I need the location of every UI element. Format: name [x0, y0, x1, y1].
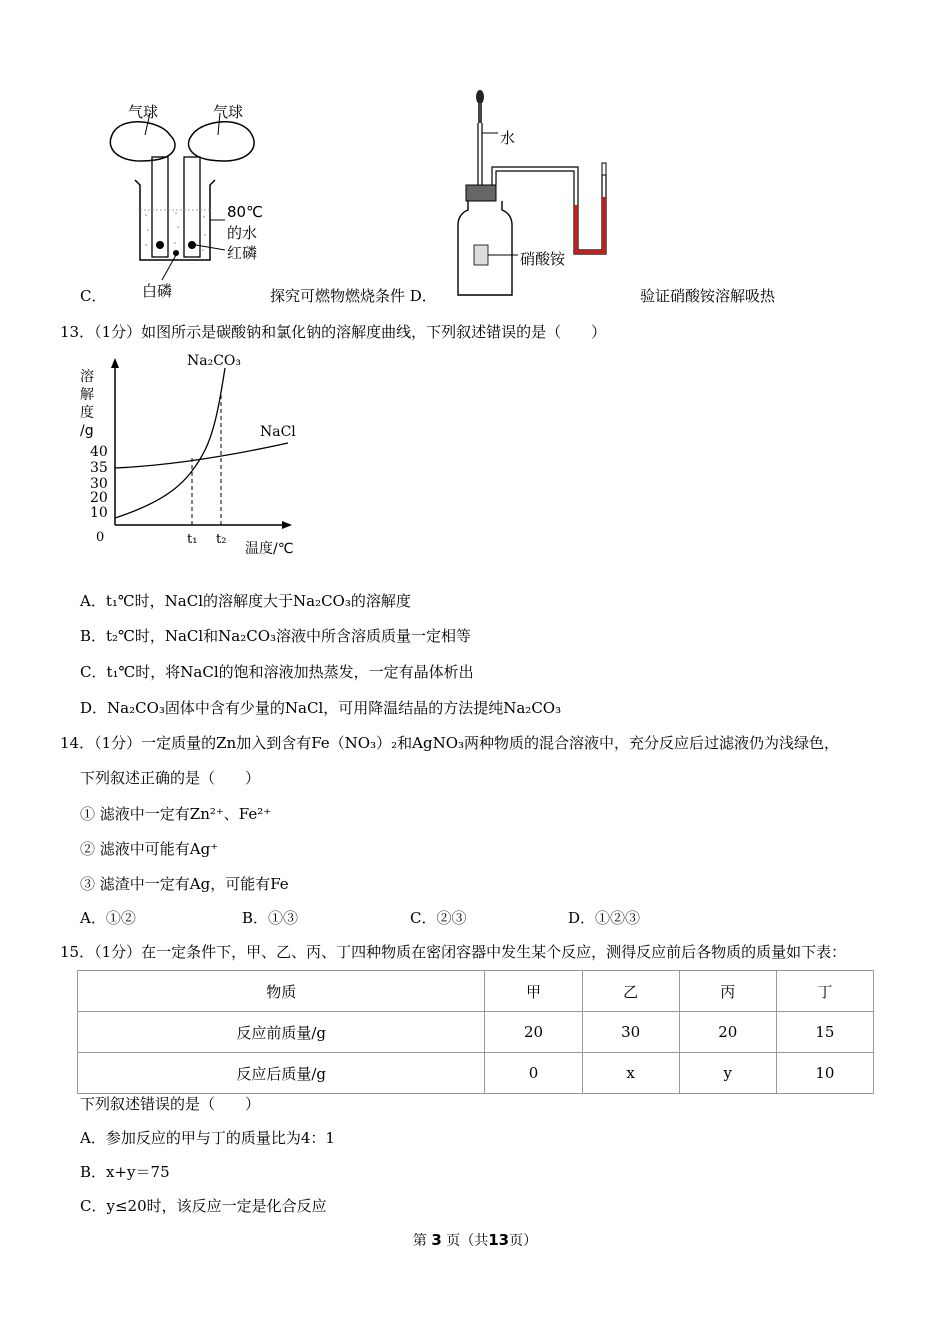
option-d-text: 验证硝酸铵溶解吸热: [640, 287, 776, 305]
ytick-35: 35: [90, 460, 108, 476]
left-balloon: [110, 122, 175, 161]
table-row: [78, 1053, 874, 1094]
table-cell: 20: [679, 1012, 776, 1053]
q14-stem-line1: 14．（1分）一定质量的Zn加入到含有Fe（NO₃）₂和AgNO₃两种物质的混合溶液中，充分反应后过滤液仍为浅绿色，: [60, 734, 840, 752]
q15-table: [77, 970, 874, 1094]
label-balloon-right: 气球: [213, 103, 244, 121]
chart-xlabel: 温度/℃: [245, 541, 294, 557]
q14-option-b: B．①③: [242, 909, 299, 927]
q15-prompt: 下列叙述错误的是（ ）: [80, 1095, 261, 1113]
table-cell: 甲: [485, 971, 582, 1012]
ylabel-char: 溶: [80, 369, 94, 385]
solubility-chart: [80, 350, 310, 560]
stopper: [466, 185, 496, 201]
figure-c-combustion: [100, 95, 280, 305]
q15-stem: 15．（1分）在一定条件下，甲、乙、丙、丁四种物质在密闭容器中发生某个反应，测得反应前后各物质的质量如下表：: [60, 943, 847, 961]
table-cell: 20: [485, 1012, 582, 1053]
q13-option-c: C．t₁℃时，将NaCl的饱和溶液加热蒸发，一定有晶体析出: [80, 663, 474, 681]
q14-option-c: C．②③: [410, 909, 467, 927]
curve-label-nacl: NaCl: [260, 424, 296, 440]
table-cell: 反应后质量/g: [78, 1053, 485, 1094]
ylabel-char: 解: [80, 387, 94, 403]
label-white-phosphorus: 白磷: [142, 282, 173, 300]
ytick-20: 20: [90, 490, 108, 506]
chart-ylabel: [80, 368, 94, 440]
ylabel-char: /g: [80, 423, 94, 439]
right-balloon: [189, 122, 255, 161]
q15-option-b: B．x+y＝75: [80, 1163, 170, 1181]
xtick-t2: t₂: [216, 532, 227, 547]
xtick-t1: t₁: [187, 532, 198, 547]
table-cell: 30: [582, 1012, 679, 1053]
footer-total-pages: 13: [488, 1231, 510, 1249]
table-row: [78, 971, 874, 1012]
table-cell: 丙: [679, 971, 776, 1012]
label-water-d: 水: [500, 129, 516, 147]
footer-page-number: 3: [431, 1231, 442, 1249]
option-c-text: 探究可燃物燃烧条件 D．: [270, 287, 437, 305]
footer-pre: 第: [412, 1233, 427, 1249]
q13-stem: 13．（1分）如图所示是碳酸钠和氯化钠的溶解度曲线，下列叙述错误的是（ ）: [60, 323, 607, 341]
label-80c: 80℃: [227, 203, 263, 221]
red-phosphorus: [188, 241, 196, 249]
q13-option-d: D．Na₂CO₃固体中含有少量的NaCl，可用降温结晶的方法提纯Na₂CO₃: [80, 699, 562, 717]
label-balloon-left: 气球: [128, 103, 159, 121]
q14-statement-2: ② 滤液中可能有Ag⁺: [80, 840, 219, 858]
ytick-10: 10: [90, 505, 108, 521]
dropper-bulb: [476, 90, 484, 104]
q15-option-c: C．y≤20时，该反应一定是化合反应: [80, 1197, 327, 1215]
page-footer: [0, 1230, 950, 1250]
ytick-30: 30: [90, 476, 108, 492]
footer-mid: 页（共: [446, 1233, 489, 1249]
table-cell: x: [582, 1053, 679, 1094]
table-cell: 15: [776, 1012, 873, 1053]
q14-option-d: D．①②③: [568, 909, 641, 927]
q14-statement-3: ③ 滤渣中一定有Ag，可能有Fe: [80, 875, 289, 893]
q14-stem-line2: 下列叙述正确的是（ ）: [80, 769, 261, 787]
q14-option-a: A．①②: [80, 909, 136, 927]
footer-post: 页）: [509, 1233, 538, 1249]
table-cell: 10: [776, 1053, 873, 1094]
white-phosphorus: [156, 241, 164, 249]
label-red-phosphorus: 红磷: [227, 244, 258, 262]
q13-option-a: A．t₁℃时，NaCl的溶解度大于Na₂CO₃的溶解度: [80, 592, 411, 610]
na2co3-curve: [115, 368, 225, 518]
q15-option-a: A．参加反应的甲与丁的质量比为4：1: [80, 1129, 335, 1147]
table-cell: 0: [485, 1053, 582, 1094]
u-tube-liquid: [574, 197, 606, 254]
label-water-c: 的水: [227, 224, 258, 242]
table-cell: 反应前质量/g: [78, 1012, 485, 1053]
table-cell: 乙: [582, 971, 679, 1012]
label-nh4no3: 硝酸铵: [520, 250, 566, 268]
option-c-letter: C．: [80, 287, 107, 305]
ytick-40: 40: [90, 444, 108, 460]
q14-statement-1: ① 滤液中一定有Zn²⁺、Fe²⁺: [80, 805, 272, 823]
q13-option-b: B．t₂℃时，NaCl和Na₂CO₃溶液中所含溶质质量一定相等: [80, 627, 472, 645]
ylabel-char: 度: [80, 405, 94, 421]
beaker: [135, 180, 215, 260]
table-row: [78, 1012, 874, 1053]
curve-label-na2co3: Na₂CO₃: [187, 353, 242, 369]
table-cell: 物质: [78, 971, 485, 1012]
table-cell: 丁: [776, 971, 873, 1012]
table-cell: y: [679, 1053, 776, 1094]
ytick-0: 0: [96, 530, 105, 545]
